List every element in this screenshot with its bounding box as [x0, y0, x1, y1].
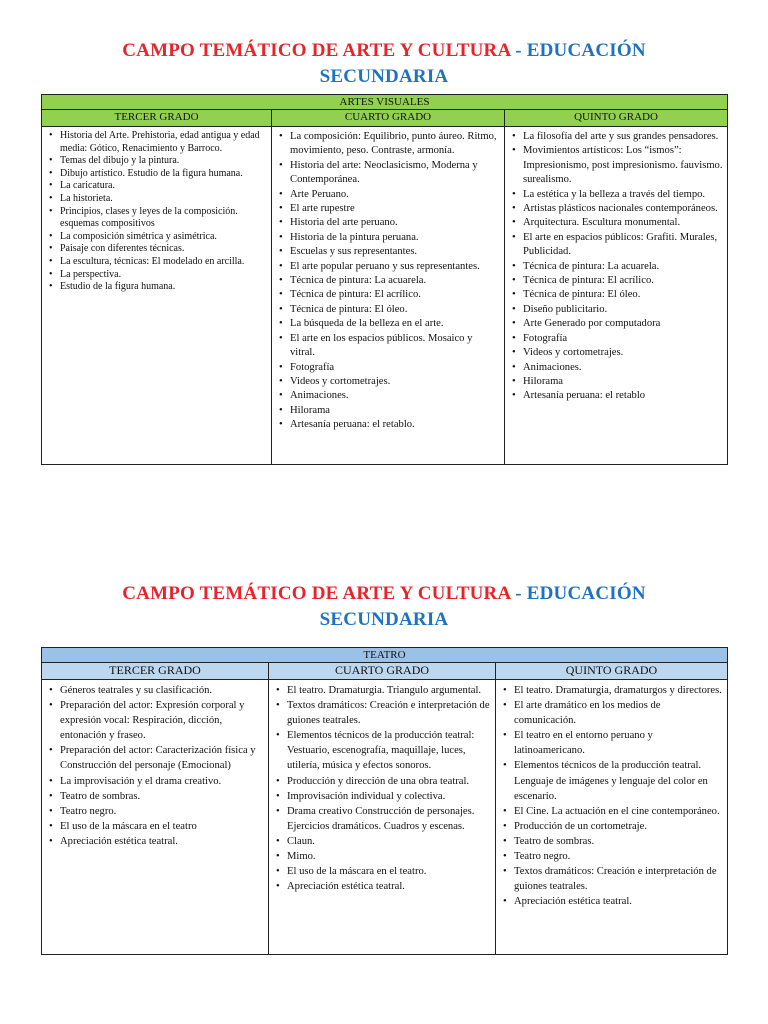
list-item: • La composición simétrica y asimétrica. [46, 231, 267, 244]
list-item: • Producción y dirección de una obra teatral. [273, 774, 491, 789]
list-item: • La estética y la belleza a través del tiempo. [509, 188, 723, 202]
list-item: • Técnica de pintura: El acrílico. [276, 288, 500, 302]
list-item: • Hilorama [276, 404, 500, 418]
list-item: • La perspectiva. [46, 269, 267, 282]
list-item: • El arte popular peruano y sus representantes. [276, 260, 500, 274]
list-item: • Artistas plásticos nacionales contemporáneos. [509, 202, 723, 216]
list-item: • Estudio de la figura humana. [46, 281, 267, 294]
title-blue-2: SECUNDARIA [319, 609, 449, 630]
list-item: • Técnica de pintura: El acrílico. [509, 274, 723, 288]
title-blue-2: SECUNDARIA [319, 66, 449, 87]
list-item: • Arte Generado por computadora [509, 317, 723, 331]
title-blue: EDUCACIÓN [526, 40, 646, 61]
list-item: • El arte rupestre [276, 202, 500, 216]
list-item: • Escuelas y sus representantes. [276, 245, 500, 259]
list-item: • Fotografía [509, 332, 723, 346]
list-item: • Historia del arte: Neoclasicismo, Moderna y Contemporánea. [276, 159, 500, 188]
list-item: • Textos dramáticos: Creación e interpretación de guiones teatrales. [273, 698, 491, 728]
list-item: • Textos dramáticos: Creación e interpretación de guiones teatrales. [500, 864, 723, 894]
title-teatro [0, 581, 768, 633]
list-item: • Teatro de sombras. [500, 834, 723, 849]
list-item: • Teatro negro. [46, 804, 264, 819]
teatro-table [41, 647, 728, 955]
list-item: • Apreciación estética teatral. [46, 834, 264, 849]
grade-header-4: CUARTO GRADO [272, 110, 505, 127]
grade-header-3: TERCER GRADO [42, 110, 272, 127]
list-item: • Preparación del actor: Caracterización física y Construcción del personaje (Emocional) [46, 743, 264, 773]
topic-list [42, 680, 268, 853]
list-item: • Fotografía [276, 361, 500, 375]
list-item: • La filosofía del arte y sus grandes pensadores. [509, 130, 723, 144]
list-item: • Movimientos artísticos: Los “ismos”: Impresionismo, post impresionismo. fauvismo. surealismo. [509, 144, 723, 187]
list-item: • El arte en espacios públicos: Grafiti. Murales, Publicidad. [509, 231, 723, 260]
list-item: • Historia del arte peruano. [276, 216, 500, 230]
list-item: • El teatro en el entorno peruano y latinoamericano. [500, 728, 723, 758]
list-item: • Artesanía peruana: el retablo. [276, 418, 500, 432]
list-item: • Historia de la pintura peruana. [276, 231, 500, 245]
list-item: • Apreciación estética teatral. [273, 879, 491, 894]
list-item: • Animaciones. [276, 389, 500, 403]
title-red: CAMPO TEMÁTICO DE ARTE Y CULTURA [122, 40, 511, 61]
list-item: • El teatro. Dramaturgia, dramaturgos y directores. [500, 683, 723, 698]
list-item: • Apreciación estética teatral. [500, 894, 723, 909]
section-title: TEATRO [42, 648, 728, 663]
list-item: • El uso de la máscara en el teatro. [273, 864, 491, 879]
list-item: • La caricatura. [46, 180, 267, 193]
list-item: • Animaciones. [509, 361, 723, 375]
list-item: • Teatro negro. [500, 849, 723, 864]
title-sep: - [510, 583, 527, 604]
artes-visuales-table [41, 94, 728, 465]
list-item: • Improvisación individual y colectiva. [273, 789, 491, 804]
list-item: • Mimo. [273, 849, 491, 864]
list-item: • Elementos técnicos de la producción teatral: Vestuario, escenografía, maquillaje, luces, utilería, música y efectos sonoros. [273, 728, 491, 773]
list-item: • El teatro. Dramaturgia. Triangulo argumental. [273, 683, 491, 698]
section-title: ARTES VISUALES [42, 95, 728, 110]
list-item: • Videos y cortometrajes. [509, 346, 723, 360]
topic-list [269, 680, 495, 898]
list-item: • Arquitectura. Escultura monumental. [509, 216, 723, 230]
topic-list [496, 680, 727, 913]
list-item: • El uso de la máscara en el teatro [46, 819, 264, 834]
grade-header-3: TERCER GRADO [42, 663, 269, 680]
title-artes [0, 38, 768, 90]
topic-list [42, 127, 271, 298]
topic-list [272, 127, 504, 437]
title-sep: - [510, 40, 527, 61]
list-item: • El arte en los espacios públicos. Mosaico y vitral. [276, 332, 500, 361]
list-item: • Hilorama [509, 375, 723, 389]
list-item: • Arte Peruano. [276, 188, 500, 202]
list-item: • Principios, clases y leyes de la composición. esquemas compositivos [46, 206, 267, 231]
list-item: • Técnica de pintura: La acuarela. [276, 274, 500, 288]
list-item: • Teatro de sombras. [46, 789, 264, 804]
list-item: • La búsqueda de la belleza en el arte. [276, 317, 500, 331]
list-item: • Elementos técnicos de la producción teatral. Lenguaje de imágenes y lenguaje del color en escenario. [500, 758, 723, 803]
grade-header-5: QUINTO GRADO [505, 110, 728, 127]
list-item: • Claun. [273, 834, 491, 849]
list-item: • Producción de un cortometraje. [500, 819, 723, 834]
title-red: CAMPO TEMÁTICO DE ARTE Y CULTURA [122, 583, 511, 604]
grade-header-4: CUARTO GRADO [269, 663, 496, 680]
list-item: • La historieta. [46, 193, 267, 206]
list-item: • Técnica de pintura: La acuarela. [509, 260, 723, 274]
title-blue: EDUCACIÓN [526, 583, 646, 604]
list-item: • Técnica de pintura: El óleo. [509, 288, 723, 302]
list-item: • El Cine. La actuación en el cine contemporáneo. [500, 804, 723, 819]
list-item: • Drama creativo Construcción de personajes. Ejercicios dramáticos. Cuadros y escenas. [273, 804, 491, 834]
list-item: • Paisaje con diferentes técnicas. [46, 243, 267, 256]
list-item: • Artesanía peruana: el retablo [509, 389, 723, 403]
list-item: • Técnica de pintura: El óleo. [276, 303, 500, 317]
list-item: • Diseño publicitario. [509, 303, 723, 317]
list-item: • La escultura, técnicas: El modelado en arcilla. [46, 256, 267, 269]
list-item: • Preparación del actor: Expresión corporal y expresión vocal: Respiración, dicción, entonación y fraseo. [46, 698, 264, 743]
list-item: • La improvisación y el drama creativo. [46, 774, 264, 789]
topic-list [505, 127, 727, 408]
list-item: • Dibujo artístico. Estudio de la figura humana. [46, 168, 267, 181]
list-item: • Temas del dibujo y la pintura. [46, 155, 267, 168]
grade-header-5: QUINTO GRADO [496, 663, 728, 680]
list-item: • Videos y cortometrajes. [276, 375, 500, 389]
list-item: • Historia del Arte. Prehistoria, edad antigua y edad media: Gótico, Renacimiento y Barroco. [46, 130, 267, 155]
list-item: • La composición: Equilibrio, punto áureo. Ritmo, movimiento, peso. Contraste, armonía. [276, 130, 500, 159]
list-item: • Géneros teatrales y su clasificación. [46, 683, 264, 698]
list-item: • El arte dramático en los medios de comunicación. [500, 698, 723, 728]
